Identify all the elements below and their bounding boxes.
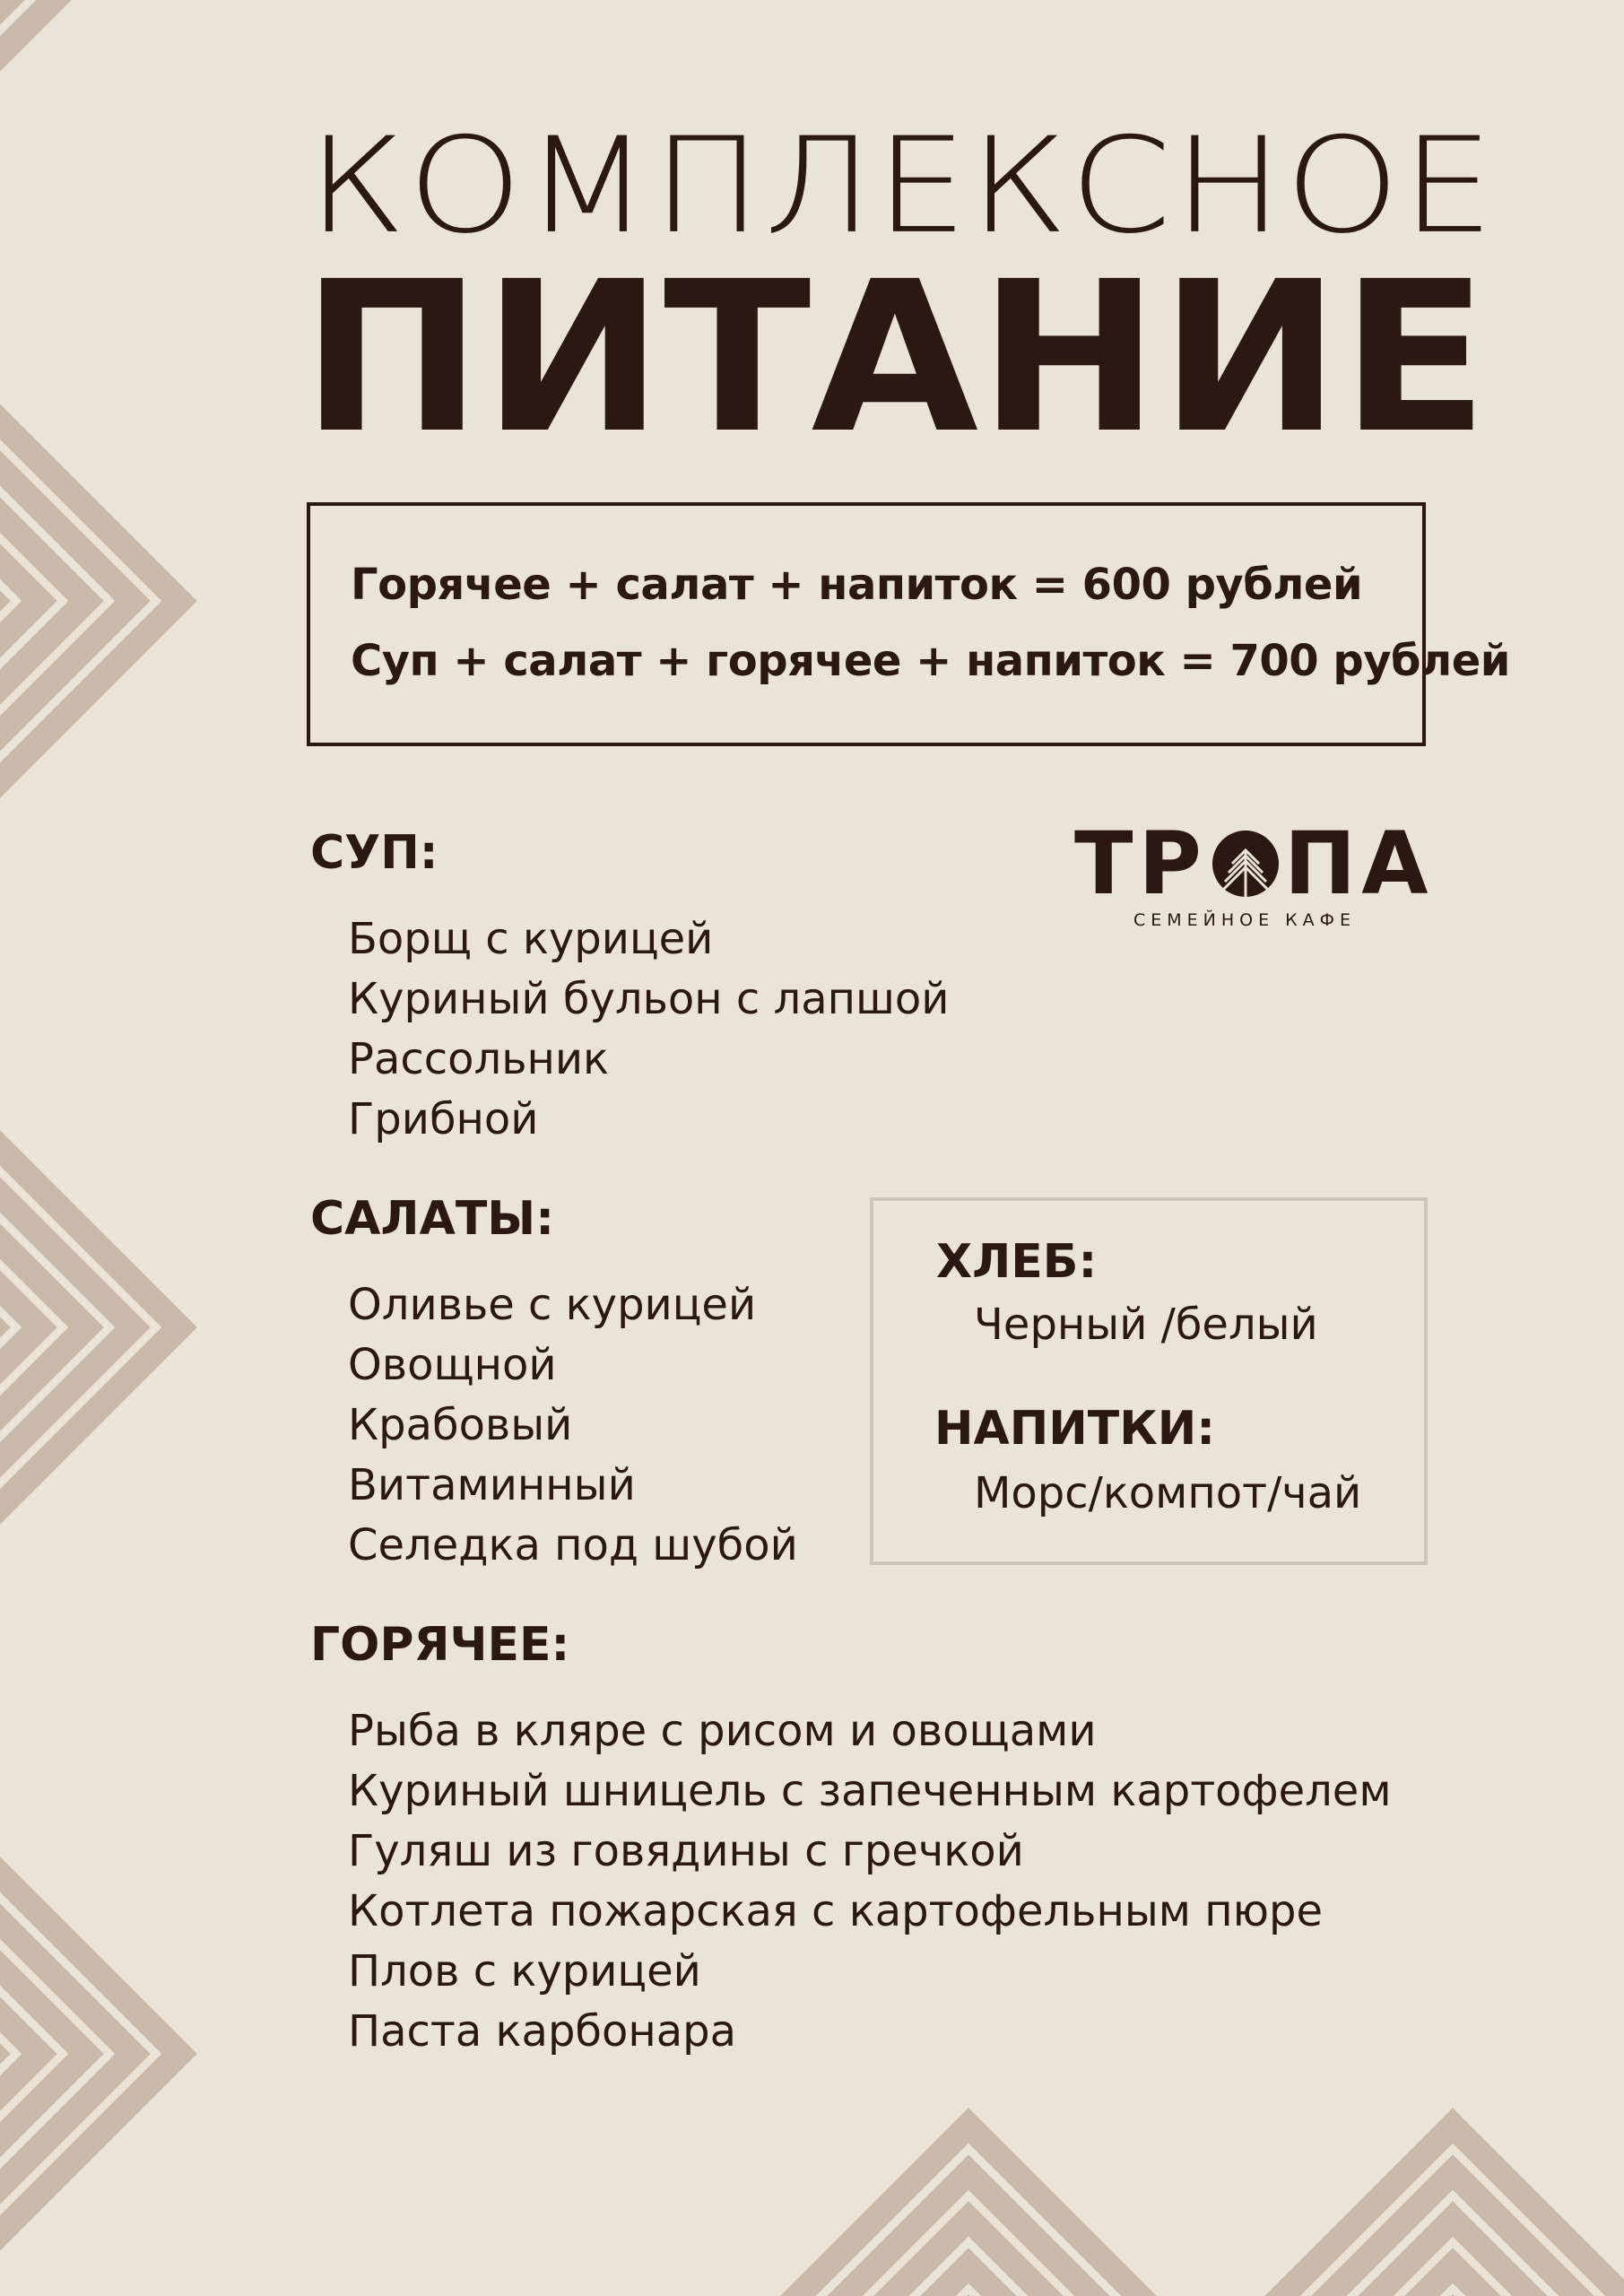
bread-heading: ХЛЕБ: <box>936 1235 1098 1289</box>
title-meals: ПИТАНИЕ <box>301 237 1489 479</box>
title-complex: КОМПЛЕКСНОЕ <box>308 109 1497 264</box>
list-item: Куриный бульон с лапшой <box>348 974 950 1024</box>
bread-drinks-box <box>870 1197 1428 1565</box>
price-line-600: Горячее + салат + напиток = 600 рублей <box>351 560 1363 610</box>
hot-list <box>348 1701 1392 2062</box>
price-line-700: Суп + салат + горячее + напиток = 700 рублей <box>351 636 1510 686</box>
list-item: Паста карбонара <box>348 2006 737 2057</box>
list-item: Плов с курицей <box>348 1946 701 1996</box>
soup-list <box>348 909 949 1150</box>
list-item: Овощной <box>348 1340 557 1390</box>
list-item: Селедка под шубой <box>348 1520 798 1570</box>
logo-word-left: ТР <box>1074 813 1207 914</box>
soup-heading: СУП: <box>310 826 439 880</box>
list-item: Грибной <box>348 1094 539 1144</box>
salads-list <box>348 1275 798 1576</box>
list-item: Борщ с курицей <box>348 914 714 964</box>
price-box <box>307 502 1510 746</box>
bread-value: Черный /белый <box>974 1300 1318 1350</box>
drinks-value: Морс/компот/чай <box>974 1468 1362 1518</box>
list-item: Оливье с курицей <box>348 1280 757 1330</box>
logo-word-right: ПА <box>1283 813 1434 914</box>
list-item: Гуляш из говядины с гречкой <box>348 1826 1024 1876</box>
cafe-logo <box>1074 813 1434 930</box>
list-item: Крабовый <box>348 1400 573 1450</box>
list-item: Куриный шницель с запеченным картофелем <box>348 1766 1392 1816</box>
list-item: Витаминный <box>348 1460 636 1510</box>
salads-heading: САЛАТЫ: <box>310 1192 554 1246</box>
drinks-heading: НАПИТКИ: <box>934 1402 1216 1456</box>
list-item: Котлета пожарская с картофельным пюре <box>348 1886 1323 1936</box>
hot-heading: ГОРЯЧЕЕ: <box>310 1618 570 1672</box>
list-item: Рыба в кляре с рисом и овощами <box>348 1706 1097 1756</box>
tree-icon <box>1212 831 1279 897</box>
logo-subtitle: СЕМЕЙНОЕ КАФЕ <box>1133 910 1357 930</box>
list-item: Рассольник <box>348 1034 610 1084</box>
